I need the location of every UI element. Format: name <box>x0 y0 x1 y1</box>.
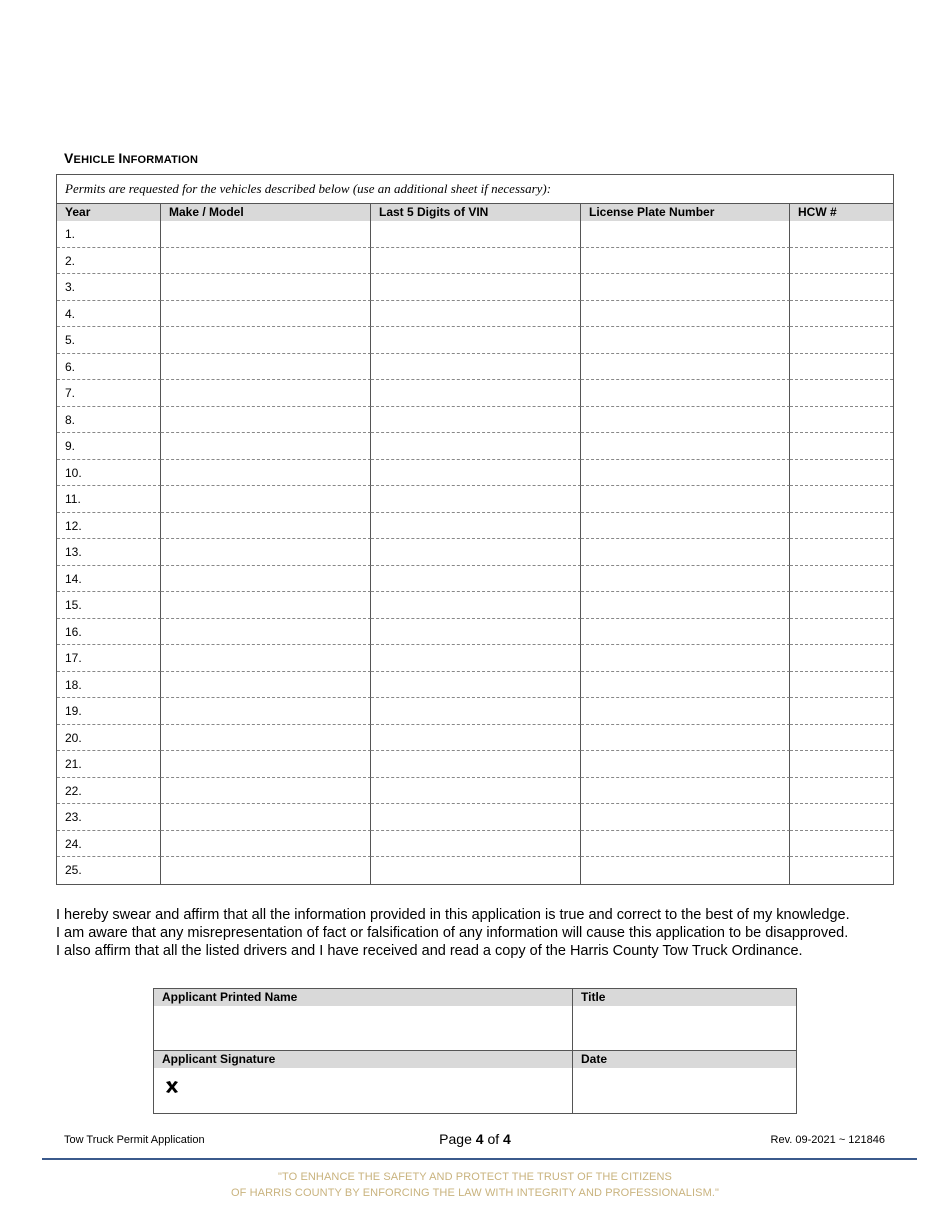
vin-cell[interactable] <box>371 804 581 831</box>
hcw-cell[interactable] <box>790 804 893 831</box>
make-model-cell[interactable] <box>161 486 371 513</box>
license-plate-cell[interactable] <box>581 274 790 301</box>
header-vin: Last 5 Digits of VIN <box>371 204 581 221</box>
signature-label: Applicant Signature <box>154 1051 572 1068</box>
hcw-cell[interactable] <box>790 672 893 699</box>
section-title: VEHICLE INFORMATION <box>64 150 199 166</box>
hcw-cell[interactable] <box>790 460 893 487</box>
row-number: 3. <box>57 274 161 301</box>
make-model-cell[interactable] <box>161 539 371 566</box>
vin-cell[interactable] <box>371 380 581 407</box>
license-plate-cell[interactable] <box>581 221 790 248</box>
row-number: 12. <box>57 513 161 540</box>
table-row <box>57 778 893 805</box>
license-plate-cell[interactable] <box>581 380 790 407</box>
vin-cell[interactable] <box>371 539 581 566</box>
table-row <box>57 804 893 831</box>
row-number: 2. <box>57 248 161 275</box>
hcw-cell[interactable] <box>790 433 893 460</box>
vin-cell[interactable] <box>371 327 581 354</box>
row-number: 5. <box>57 327 161 354</box>
hcw-cell[interactable] <box>790 619 893 646</box>
row-number: 11. <box>57 486 161 513</box>
license-plate-cell[interactable] <box>581 619 790 646</box>
make-model-cell[interactable] <box>161 592 371 619</box>
vin-cell[interactable] <box>371 301 581 328</box>
signature-row <box>154 989 796 1051</box>
table-row <box>57 460 893 487</box>
printed-name-label: Applicant Printed Name <box>154 989 572 1006</box>
hcw-cell[interactable] <box>790 513 893 540</box>
hcw-cell[interactable] <box>790 566 893 593</box>
vin-cell[interactable] <box>371 354 581 381</box>
make-model-cell[interactable] <box>161 221 371 248</box>
license-plate-cell[interactable] <box>581 751 790 778</box>
vin-cell[interactable] <box>371 672 581 699</box>
row-number: 10. <box>57 460 161 487</box>
header-year: Year <box>57 204 161 221</box>
table-row <box>57 566 893 593</box>
make-model-cell[interactable] <box>161 354 371 381</box>
hcw-cell[interactable] <box>790 778 893 805</box>
row-number: 20. <box>57 725 161 752</box>
table-row <box>57 221 893 248</box>
table-row <box>57 619 893 646</box>
vin-cell[interactable] <box>371 725 581 752</box>
table-row <box>57 354 893 381</box>
table-body <box>57 221 893 884</box>
hcw-cell[interactable] <box>790 486 893 513</box>
hcw-cell[interactable] <box>790 301 893 328</box>
license-plate-cell[interactable] <box>581 407 790 434</box>
hcw-cell[interactable] <box>790 327 893 354</box>
license-plate-cell[interactable] <box>581 513 790 540</box>
oath-statement <box>56 906 916 960</box>
title-label: Title <box>573 989 796 1006</box>
x-mark-icon <box>164 1079 180 1095</box>
row-number: 6. <box>57 354 161 381</box>
make-model-cell[interactable] <box>161 460 371 487</box>
make-model-cell[interactable] <box>161 301 371 328</box>
make-model-cell[interactable] <box>161 380 371 407</box>
license-plate-cell[interactable] <box>581 725 790 752</box>
motto-line: OF HARRIS COUNTY BY ENFORCING THE LAW WITH INTEGRITY AND PROFESSIONALISM." <box>230 1186 720 1199</box>
make-model-cell[interactable] <box>161 248 371 275</box>
row-number: 14. <box>57 566 161 593</box>
table-row <box>57 327 893 354</box>
make-model-cell[interactable] <box>161 566 371 593</box>
table-row <box>57 698 893 725</box>
header-license-plate: License Plate Number <box>581 204 790 221</box>
license-plate-cell[interactable] <box>581 778 790 805</box>
table-row <box>57 248 893 275</box>
license-plate-cell[interactable] <box>581 486 790 513</box>
hcw-cell[interactable] <box>790 380 893 407</box>
row-number: 25. <box>57 857 161 884</box>
make-model-cell[interactable] <box>161 831 371 858</box>
row-number: 23. <box>57 804 161 831</box>
signature-block <box>153 988 797 1114</box>
row-number: 13. <box>57 539 161 566</box>
hcw-cell[interactable] <box>790 751 893 778</box>
oath-line: I hereby swear and affirm that all the information provided in this application is true and correct to the best of my knowledge. <box>56 907 850 923</box>
make-model-cell[interactable] <box>161 513 371 540</box>
vin-cell[interactable] <box>371 619 581 646</box>
header-make-model: Make / Model <box>161 204 371 221</box>
vin-cell[interactable] <box>371 645 581 672</box>
table-row <box>57 831 893 858</box>
vin-cell[interactable] <box>371 486 581 513</box>
table-row <box>57 592 893 619</box>
vin-cell[interactable] <box>371 831 581 858</box>
hcw-cell[interactable] <box>790 592 893 619</box>
motto-line: "TO ENHANCE THE SAFETY AND PROTECT THE TRUST OF THE CITIZENS <box>278 1171 672 1183</box>
table-row <box>57 539 893 566</box>
table-intro: Permits are requested for the vehicles described below (use an additional sheet if necessary): <box>57 175 893 204</box>
make-model-cell[interactable] <box>161 804 371 831</box>
vin-cell[interactable] <box>371 751 581 778</box>
footer-divider <box>42 1158 917 1160</box>
page-number: Page 4 of 4 <box>439 1131 511 1147</box>
license-plate-cell[interactable] <box>581 539 790 566</box>
make-model-cell[interactable] <box>161 751 371 778</box>
date-label: Date <box>573 1051 796 1068</box>
row-number: 9. <box>57 433 161 460</box>
row-number: 1. <box>57 221 161 248</box>
table-row <box>57 751 893 778</box>
license-plate-cell[interactable] <box>581 831 790 858</box>
table-row <box>57 433 893 460</box>
make-model-cell[interactable] <box>161 619 371 646</box>
license-plate-cell[interactable] <box>581 354 790 381</box>
make-model-cell[interactable] <box>161 698 371 725</box>
row-number: 7. <box>57 380 161 407</box>
footer-motto <box>0 1170 950 1201</box>
license-plate-cell[interactable] <box>581 301 790 328</box>
vin-cell[interactable] <box>371 513 581 540</box>
make-model-cell[interactable] <box>161 725 371 752</box>
hcw-cell[interactable] <box>790 274 893 301</box>
license-plate-cell[interactable] <box>581 698 790 725</box>
hcw-cell[interactable] <box>790 539 893 566</box>
table-row <box>57 380 893 407</box>
vin-cell[interactable] <box>371 698 581 725</box>
table-header-row <box>57 204 893 221</box>
hcw-cell[interactable] <box>790 725 893 752</box>
vin-cell[interactable] <box>371 433 581 460</box>
title-field[interactable] <box>573 989 796 1050</box>
vin-cell[interactable] <box>371 274 581 301</box>
row-number: 19. <box>57 698 161 725</box>
table-row <box>57 513 893 540</box>
vin-cell[interactable] <box>371 460 581 487</box>
row-number: 21. <box>57 751 161 778</box>
row-number: 18. <box>57 672 161 699</box>
make-model-cell[interactable] <box>161 645 371 672</box>
row-number: 8. <box>57 407 161 434</box>
license-plate-cell[interactable] <box>581 433 790 460</box>
row-number: 22. <box>57 778 161 805</box>
hcw-cell[interactable] <box>790 354 893 381</box>
row-number: 15. <box>57 592 161 619</box>
table-row <box>57 407 893 434</box>
hcw-cell[interactable] <box>790 645 893 672</box>
hcw-cell[interactable] <box>790 248 893 275</box>
table-row <box>57 672 893 699</box>
make-model-cell[interactable] <box>161 778 371 805</box>
table-row <box>57 301 893 328</box>
footer-doc-name: Tow Truck Permit Application <box>64 1134 205 1146</box>
oath-line: I am aware that any misrepresentation of fact or falsification of any information will cause this application to be disapproved. <box>56 925 849 941</box>
printed-name-field[interactable] <box>154 989 573 1050</box>
header-hcw: HCW # <box>798 205 837 219</box>
license-plate-cell[interactable] <box>581 857 790 884</box>
signature-row <box>154 1051 796 1113</box>
license-plate-cell[interactable] <box>581 804 790 831</box>
table-row <box>57 645 893 672</box>
vin-cell[interactable] <box>371 407 581 434</box>
license-plate-cell[interactable] <box>581 645 790 672</box>
signature-field[interactable] <box>154 1051 573 1113</box>
make-model-cell[interactable] <box>161 274 371 301</box>
row-number: 4. <box>57 301 161 328</box>
vin-cell[interactable] <box>371 857 581 884</box>
make-model-cell[interactable] <box>161 672 371 699</box>
vin-cell[interactable] <box>371 778 581 805</box>
license-plate-cell[interactable] <box>581 672 790 699</box>
license-plate-cell[interactable] <box>581 248 790 275</box>
vin-cell[interactable] <box>371 592 581 619</box>
vehicle-table <box>56 174 894 885</box>
row-number: 17. <box>57 645 161 672</box>
table-row <box>57 725 893 752</box>
make-model-cell[interactable] <box>161 327 371 354</box>
license-plate-cell[interactable] <box>581 566 790 593</box>
hcw-cell[interactable] <box>790 857 893 884</box>
hcw-cell[interactable] <box>790 698 893 725</box>
hcw-cell[interactable] <box>790 221 893 248</box>
license-plate-cell[interactable] <box>581 592 790 619</box>
table-row <box>57 486 893 513</box>
table-row <box>57 274 893 301</box>
oath-line: I also affirm that all the listed drivers and I have received and read a copy of the Harris County Tow Truck Ordinance. <box>56 943 803 959</box>
license-plate-cell[interactable] <box>581 460 790 487</box>
row-number: 24. <box>57 831 161 858</box>
license-plate-cell[interactable] <box>581 327 790 354</box>
vin-cell[interactable] <box>371 248 581 275</box>
table-row <box>57 857 893 884</box>
row-number: 16. <box>57 619 161 646</box>
hcw-cell[interactable] <box>790 831 893 858</box>
hcw-cell[interactable] <box>790 407 893 434</box>
make-model-cell[interactable] <box>161 857 371 884</box>
date-field[interactable] <box>573 1051 796 1113</box>
vin-cell[interactable] <box>371 221 581 248</box>
make-model-cell[interactable] <box>161 433 371 460</box>
footer-revision: Rev. 09-2021 ~ 121846 <box>770 1134 885 1146</box>
make-model-cell[interactable] <box>161 407 371 434</box>
vin-cell[interactable] <box>371 566 581 593</box>
